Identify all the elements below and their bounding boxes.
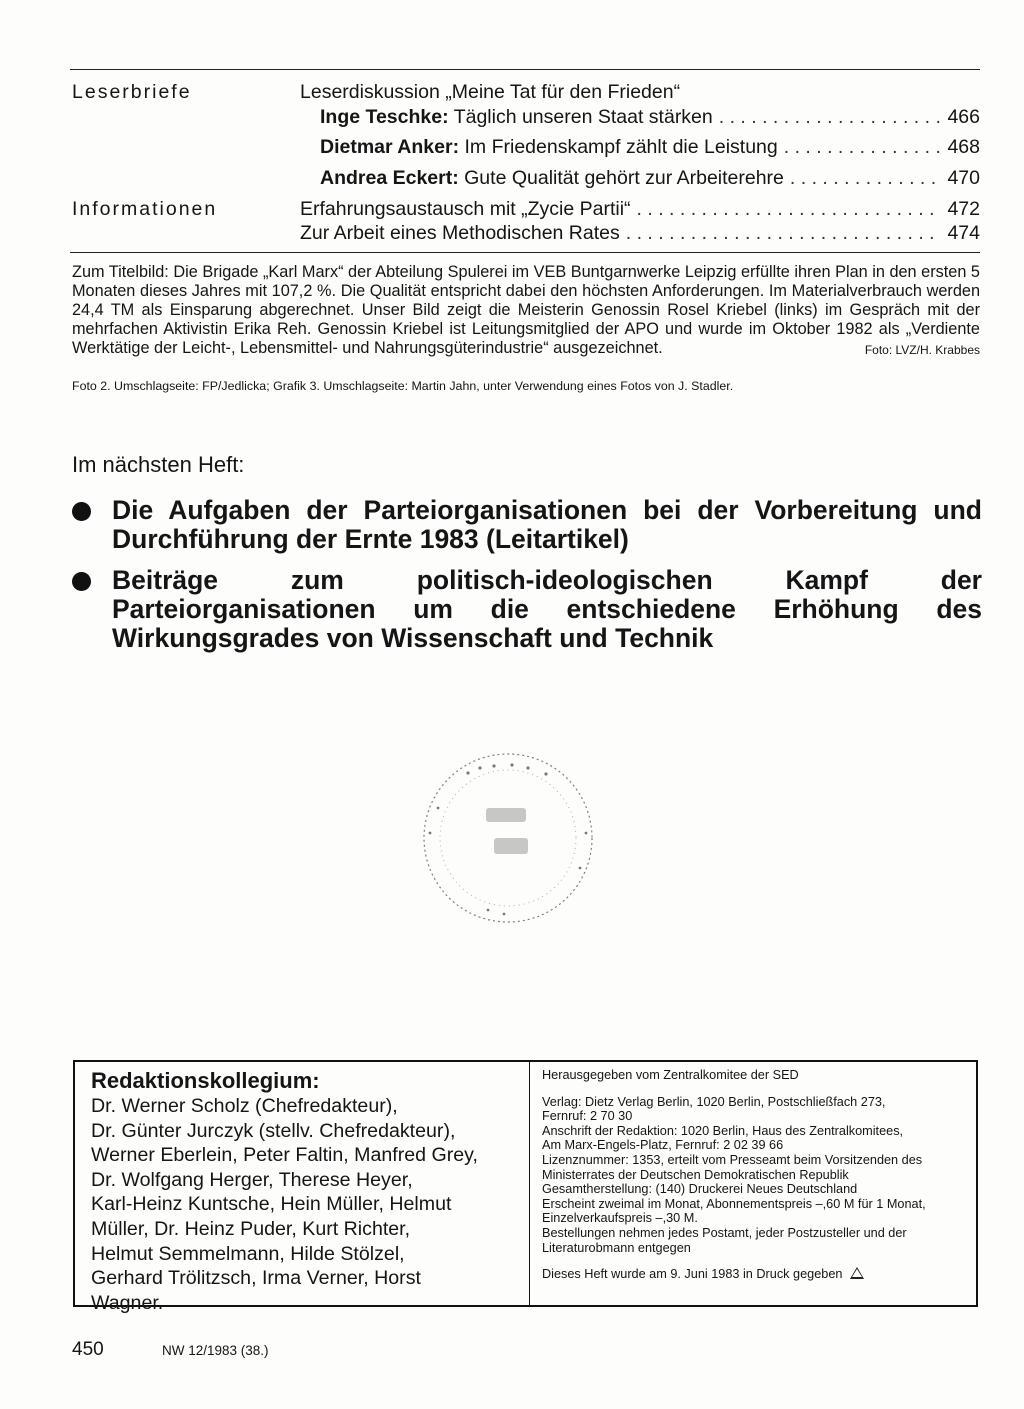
entry-title: Gute Qualität gehört zur Arbeiterehre (464, 167, 784, 189)
imprint-line: Bestellungen nehmen jedes Postamt, jeder Postzusteller und der (542, 1225, 907, 1240)
imprint-line: Fernruf: 2 70 30 (542, 1109, 633, 1124)
toc-entry[interactable] (0, 132, 1024, 162)
imprint-details (542, 1068, 972, 1282)
cover-credits: Foto 2. Umschlagseite: FP/Jedlicka; Grafik 3. Umschlagseite: Martin Jahn, unter Verwendung eines Fotos von J. Stadler. (72, 379, 734, 393)
editorial-line: Müller, Dr. Heinz Puder, Kurt Richter, (91, 1217, 411, 1240)
triangle-icon (850, 1267, 864, 1279)
next-issue-text: Beiträge zum politisch-ideologischen Kampf der Parteiorganisationen um die entschiedene Erhöhung des Wirkungsgrades von Wissenschaft und Technik (112, 565, 982, 653)
publisher-line: Herausgegeben vom Zentralkomitee der SED (542, 1068, 799, 1082)
top-rule (70, 69, 980, 70)
imprint-line: Gesamtherstellung: (140) Druckerei Neues Deutschland (542, 1182, 858, 1197)
toc-entry[interactable] (0, 218, 1024, 248)
print-date: Dieses Heft wurde am 9. Juni 1983 in Druck gegeben (542, 1267, 843, 1282)
editorial-line: Dr. Wolfgang Herger, Therese Heyer, (91, 1168, 413, 1191)
editorial-line: Gerhard Trölitzsch, Irma Verner, Horst (91, 1267, 421, 1290)
entry-title: Zur Arbeit eines Methodischen Rates (300, 222, 620, 244)
next-issue-item (72, 566, 982, 653)
toc-entry[interactable] (0, 102, 1024, 132)
editorial-title: Redaktionskollegium: (91, 1068, 320, 1093)
entry-page: 472 (947, 198, 980, 220)
caption-rule (70, 252, 980, 253)
next-issue-text: Die Aufgaben der Parteiorganisationen bei der Vorbereitung und Durchführung der Ernte 1983 (Leitartikel) (112, 495, 982, 554)
leader-dots (719, 102, 942, 132)
photo-credit: Foto: LVZ/H. Krabbes (864, 343, 980, 357)
editorial-line: Karl-Heinz Kuntsche, Hein Müller, Helmut (91, 1193, 452, 1216)
cover-caption (72, 263, 980, 360)
entry-author: Inge Teschke: (320, 106, 449, 128)
box-divider (529, 1062, 530, 1305)
imprint-line: Einzelverkaufspreis –,30 M. (542, 1211, 698, 1226)
editorial-line: Wagner. (91, 1291, 164, 1314)
imprint-box (73, 1060, 978, 1314)
editorial-line: Dr. Werner Scholz (Chefredakteur), (91, 1095, 398, 1117)
imprint-line: Am Marx-Engels-Platz, Fernruf: 2 02 39 66 (542, 1138, 784, 1153)
section-label: Leserbriefe (72, 81, 192, 103)
entry-title: Im Friedenskampf zählt die Leistung (464, 136, 778, 158)
entry-page: 474 (947, 222, 980, 244)
bullet-icon (72, 502, 91, 521)
next-issue-item (72, 496, 982, 554)
toc-entry[interactable] (0, 163, 1024, 193)
imprint-line: Anschrift der Redaktion: 1020 Berlin, Haus des Zentralkomitees, (542, 1123, 904, 1138)
issue-label: NW 12/1983 (38.) (162, 1343, 269, 1358)
editorial-line: Dr. Günter Jurczyk (stellv. Chefredakteur), (91, 1119, 456, 1142)
imprint-line: Literaturobmann entgegen (542, 1240, 691, 1255)
print-date-line (542, 1267, 972, 1282)
entry-author: Andrea Eckert: (320, 167, 459, 189)
entry-title: Täglich unseren Staat stärken (453, 106, 713, 128)
entry-page: 470 (947, 167, 980, 189)
entry-author: Dietmar Anker: (320, 136, 460, 158)
caption-text: Zum Titelbild: Die Brigade „Karl Marx“ der Abteilung Spulerei im VEB Buntgarnwerke Leipzig erfüllte ihren Plan in den ersten 5 Monaten dieses Jahres mit 107,2 %. Die Qualität entspricht dabei den höchsten Anforderungen. Im Materialverbrauch werden 24,4 TM als Einsparung abgerechnet. Unser Bild zeigt die Meisterin Genossin Rosel Kriebel (links) im Gespräch mit der mehrfachen Aktivistin Erika Reh. Genossin Kriebel ist Leitungsmitglied der APO und wurde im Oktober 1982 als „Verdiente Werktätige der Leicht-, Lebensmittel- und Nahrungsgüterindustrie“ ausgezeichnet. (72, 263, 980, 357)
editorial-line: Werner Eberlein, Peter Faltin, Manfred Grey, (91, 1144, 478, 1167)
imprint-line: Erscheint zweimal im Monat, Abonnementspreis –,60 M für 1 Monat, (542, 1196, 926, 1211)
leader-dots (784, 132, 942, 162)
library-stamp-icon (408, 738, 608, 938)
editorial-line: Helmut Semmelmann, Hilde Stölzel, (91, 1242, 405, 1265)
leader-dots (626, 218, 942, 248)
section-label: Informationen (72, 198, 218, 220)
section-heading: Leserdiskussion „Meine Tat für den Frieden“ (300, 81, 681, 103)
entry-title: Erfahrungsaustausch mit „Zycie Partii“ (300, 198, 631, 220)
imprint-line: Verlag: Dietz Verlag Berlin, 1020 Berlin, Postschließfach 273, (542, 1094, 886, 1109)
next-issue-heading: Im nächsten Heft: (72, 452, 245, 477)
entry-page: 466 (947, 106, 980, 128)
bullet-icon (72, 572, 91, 591)
imprint-line: Ministerrates der Deutschen Demokratischen Republik (542, 1167, 849, 1182)
entry-page: 468 (947, 136, 980, 158)
imprint-line: Lizenznummer: 1353, erteilt vom Presseamt beim Vorsitzenden des (542, 1152, 923, 1167)
page-number: 450 (72, 1339, 104, 1360)
editorial-board (91, 1068, 521, 1315)
leader-dots (790, 163, 942, 193)
